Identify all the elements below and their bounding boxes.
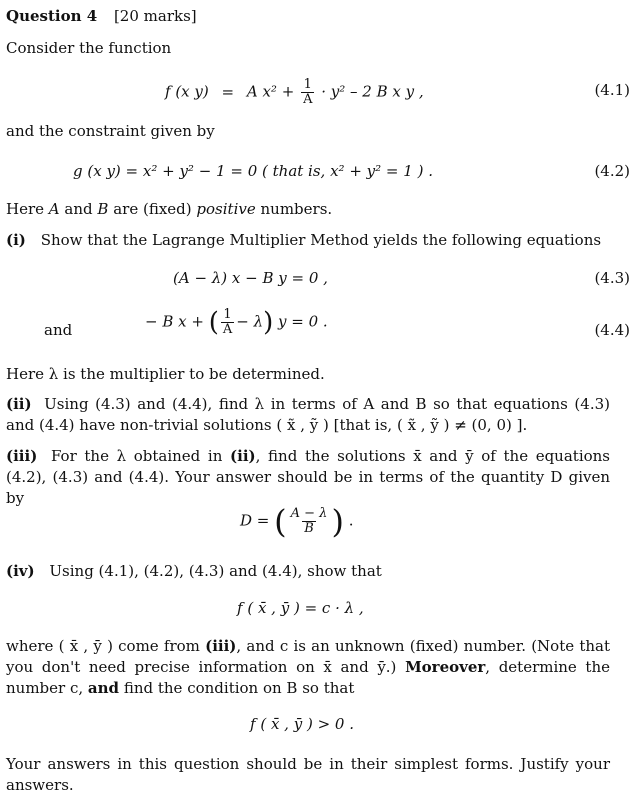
part-i-marker: (i) — [6, 231, 26, 249]
question-marks: [20 marks] — [113, 7, 197, 25]
where-paragraph — [6, 636, 610, 699]
eq43-text: (A − λ) x − B y = 0 , — [173, 269, 328, 287]
eq42-text: g (x y) = x² + y² − 1 = 0 ( that is, x² + y² = 1 ) . — [73, 162, 433, 180]
part-ii-text: Using (4.3) and (4.4), find λ in terms of A and B so that equations (4.3) and (4.4) have non-trivial solutions ( x̃ , ỹ ) [that is, ( x̃ , ỹ ) ≠ (0, 0) ]. — [6, 395, 610, 434]
constraint-intro: and the constraint given by — [6, 122, 215, 140]
part-iii — [6, 446, 610, 509]
part-i — [6, 230, 601, 250]
eq44-frac-den: A — [222, 322, 233, 337]
part-iii-marker: (iii) — [6, 447, 38, 465]
equation-4-4: − B x + ( $\frac{1}{A}$ − λ) y = 0 . — [145, 307, 328, 338]
eq44-mid: − λ — [236, 312, 264, 331]
where-and: and — [87, 679, 120, 697]
question-header — [6, 6, 197, 26]
equation-f-positive — [250, 714, 354, 734]
part-i-text: Show that the Lagrange Multiplier Method yields the following equations — [40, 231, 602, 249]
where-pre: where ( x̄ , ȳ ) come from — [6, 637, 200, 655]
where-post: find the condition on B so that — [123, 679, 355, 697]
part-iii-text: , find the solutions x̄ and ȳ of the equations (4.2), (4.3) and (4.4). Your answer should be in terms of the quantity D given by — [6, 447, 611, 507]
eq44-post: y = 0 . — [278, 312, 328, 331]
eq41-frac-num: 1 — [303, 77, 312, 92]
eqD-frac-num: A − λ — [290, 506, 328, 521]
here-post2: numbers. — [260, 200, 333, 218]
here-b: B — [97, 200, 109, 218]
lambda-note: Here λ is the multiplier to be determined. — [6, 365, 325, 383]
equation-4-1 — [165, 78, 424, 107]
eqG-text: f ( x̄ , ȳ ) > 0 . — [250, 715, 354, 733]
eqD-post: . — [348, 511, 354, 530]
eq44-fraction — [221, 308, 234, 337]
here-line — [6, 199, 332, 219]
where-mid2: , determine the number c, — [6, 658, 610, 697]
part-iii-pre: For the λ obtained in — [50, 447, 223, 465]
eq41-label: (4.1) — [594, 81, 630, 99]
here-pre: Here — [6, 200, 45, 218]
eq44-and: and — [44, 321, 73, 339]
equation-4-3 — [173, 268, 328, 288]
where-ref: (iii) — [205, 637, 237, 655]
eqF-text: f ( x̄ , ȳ ) = c · λ , — [237, 599, 364, 617]
part-ii-marker: (ii) — [6, 395, 32, 413]
eq41-term2: · y² – 2 B x y , — [321, 82, 424, 101]
eq44-frac-num: 1 — [223, 307, 232, 322]
closing-instructions: Your answers in this question should be in their simplest forms. Justify your answers. — [6, 755, 610, 794]
eqD-frac-den: B — [304, 521, 314, 536]
part-iv-text: Using (4.1), (4.2), (4.3) and (4.4), show that — [49, 562, 382, 580]
here-post1: are (fixed) — [113, 200, 192, 218]
eq43-label: (4.3) — [594, 269, 630, 287]
here-a: A — [48, 200, 60, 218]
eqD-lhs: D = — [240, 511, 270, 530]
eq44-label: (4.4) — [594, 321, 630, 339]
equation-4-2 — [73, 161, 433, 181]
equation-f-c-lambda — [237, 598, 364, 618]
question-title: Question 4 — [6, 7, 98, 25]
where-moreover: Moreover — [405, 658, 486, 676]
part-ii — [6, 394, 610, 436]
equation-D: D = ( $\frac{A - \lambda}{B}$ ) . — [240, 502, 354, 541]
intro-text: Consider the function — [6, 39, 172, 57]
part-iii-ref: (ii) — [230, 447, 256, 465]
eq44-pre: − B x + — [145, 312, 204, 331]
eq42-label: (4.2) — [594, 162, 630, 180]
here-positive: positive — [196, 200, 256, 218]
eq41-fraction — [301, 78, 314, 107]
here-and: and — [64, 200, 93, 218]
eq41-lhs: f (x y) — [165, 82, 209, 101]
eq41-equals: = — [221, 82, 235, 101]
eqD-fraction — [289, 507, 330, 536]
part-iv — [6, 561, 382, 581]
part-iv-marker: (iv) — [6, 562, 35, 580]
where-mid: , and c is an unknown (fixed) number. (Note that you don't need precise information on x̄ and ȳ.) — [6, 637, 610, 676]
eq41-frac-den: A — [303, 92, 313, 107]
eq41-term1: A x² + — [246, 82, 295, 101]
